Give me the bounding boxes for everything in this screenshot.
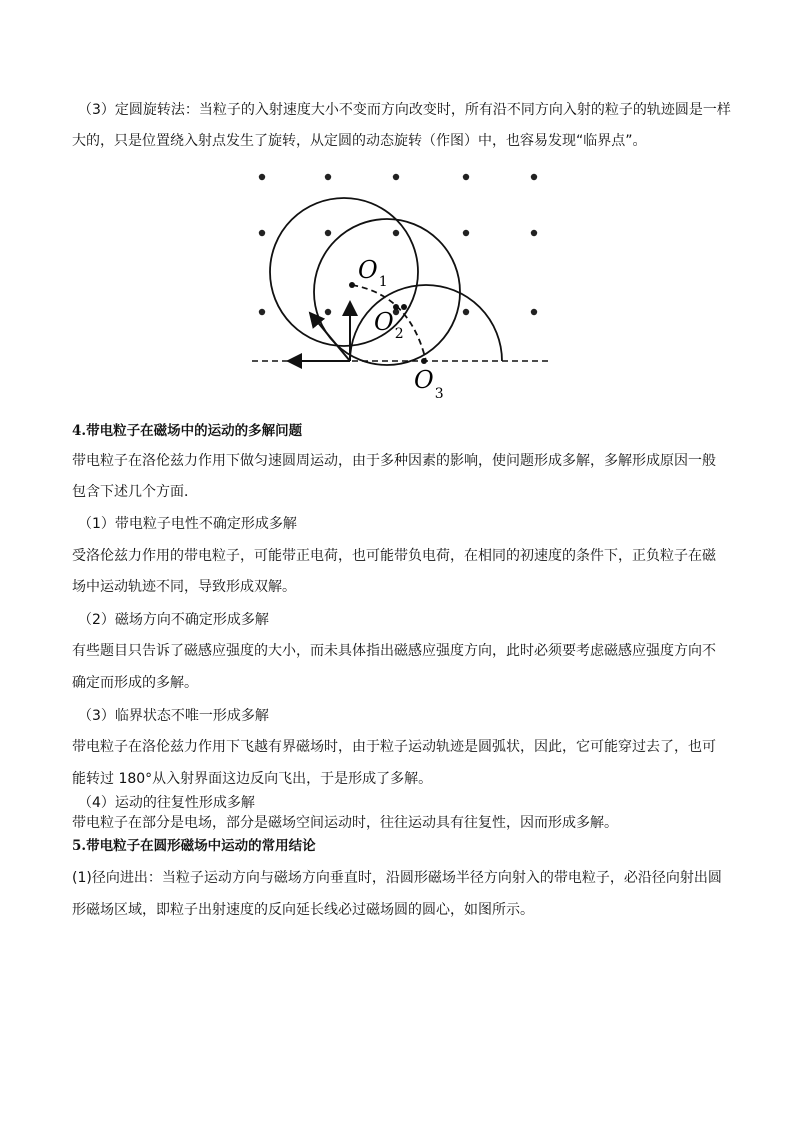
item-1-text-2: 场中运动轨迹不同，导致形成双解。 — [72, 579, 296, 595]
item-1-title: （1）带电粒子电性不确定形成多解 — [78, 516, 297, 532]
field-dots — [259, 174, 537, 315]
section-3-line-1: （3）定圆旋转法：当粒子的入射速度大小不变而方向改变时，所有沿不同方向入射的粒子的轨迹圆是一样 — [78, 102, 731, 118]
section-3-line-2: 大的，只是位置绕入射点发生了旋转，从定圆的动态旋转（作图）中，也容易发现“临界点”。 — [72, 133, 647, 149]
field-dot — [325, 174, 331, 180]
field-dot — [393, 230, 399, 236]
item-2-text-2: 确定而形成的多解。 — [72, 675, 198, 691]
item-3-text-1: 带电粒子在洛伦兹力作用下飞越有界磁场时，由于粒子运动轨迹是圆弧状，因此，它可能穿过去了，也可 — [72, 739, 716, 755]
field-dot — [531, 309, 537, 315]
field-dot — [325, 230, 331, 236]
item-4-text-1: 带电粒子在部分是电场，部分是磁场空间运动时，往往运动具有往复性，因而形成多解。 — [72, 815, 618, 831]
field-dot — [325, 309, 331, 315]
velocity-arrow-up-left — [310, 313, 350, 361]
item-3-text-2: 能转过 180°从入射界面这边反向飞出，于是形成了多解。 — [72, 771, 433, 787]
field-dot — [393, 174, 399, 180]
center-point-o1 — [349, 282, 355, 288]
section-5-heading: 5.带电粒子在圆形磁场中运动的常用结论 — [72, 838, 316, 854]
item-2-title: （2）磁场方向不确定形成多解 — [78, 612, 269, 628]
trajectory-arc-3 — [350, 285, 502, 361]
label-o2: $O_2$ — [374, 308, 404, 342]
center-point-o2b — [401, 304, 407, 310]
label-o1: $O_1$ — [358, 256, 388, 290]
field-dot — [531, 230, 537, 236]
section-4-intro-2: 包含下述几个方面． — [72, 484, 198, 500]
item-1-text-1: 受洛伦兹力作用的带电粒子，可能带正电荷，也可能带负电荷，在相同的初速度的条件下，正负粒子在磁 — [72, 548, 716, 564]
field-dot — [463, 230, 469, 236]
center-point-o2 — [393, 304, 399, 310]
section-5-line-2: 形磁场区域，即粒子出射速度的反向延长线必过磁场圆的圆心，如图所示。 — [72, 902, 534, 918]
item-3-title: （3）临界状态不唯一形成多解 — [78, 708, 269, 724]
center-point-o3 — [421, 358, 427, 364]
field-dot — [463, 174, 469, 180]
label-o3: $O_3$ — [414, 366, 444, 402]
section-4-heading: 4.带电粒子在磁场中的运动的多解问题 — [72, 423, 303, 439]
field-dot — [259, 230, 265, 236]
field-dot — [531, 174, 537, 180]
item-4-title: （4）运动的往复性形成多解 — [78, 795, 255, 811]
section-4-intro-1: 带电粒子在洛伦兹力作用下做匀速圆周运动，由于多种因素的影响，使问题形成多解，多解形成原因一般 — [72, 453, 716, 469]
rotating-circle-figure — [200, 160, 570, 410]
field-dot — [463, 309, 469, 315]
field-dot — [259, 309, 265, 315]
item-2-text-1: 有些题目只告诉了磁感应强度的大小，而未具体指出磁感应强度方向，此时必须要考虑磁感应强度方向不 — [72, 643, 716, 659]
field-dot — [259, 174, 265, 180]
section-5-line-1: (1)径向进出：当粒子运动方向与磁场方向垂直时，沿圆形磁场半径方向射入的带电粒子，必沿径向射出圆 — [72, 870, 722, 886]
